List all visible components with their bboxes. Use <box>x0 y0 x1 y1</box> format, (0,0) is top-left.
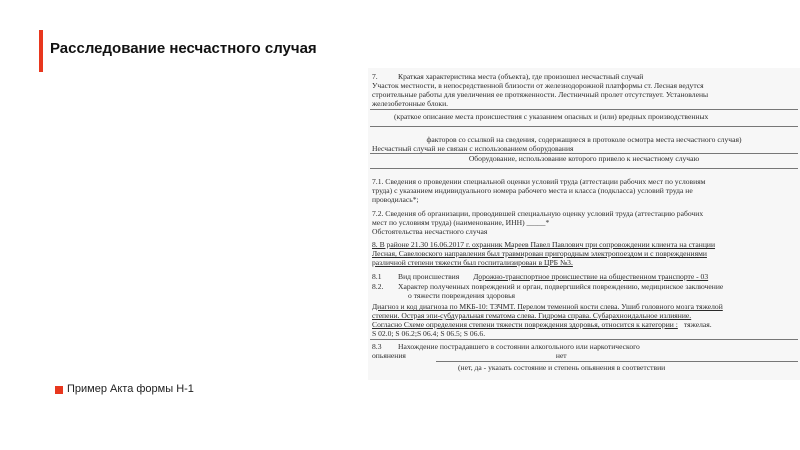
doc-hint-line: Оборудование, использование которого привело к несчастному случаю <box>468 154 700 163</box>
form-rule <box>370 126 798 127</box>
section-number: 8.1 <box>372 272 382 281</box>
slide-title: Расследование несчастного случая <box>50 40 317 57</box>
field-value: нет <box>555 351 567 360</box>
doc-line-8-2 <box>372 282 798 291</box>
doc-text-line: труда) с указанием индивидуального номера рабочего места и класса (подкласса) условий труда не <box>372 186 693 195</box>
section-number: 8.2. <box>372 282 384 291</box>
section-heading: Краткая характеристика места (объекта), где произошел несчастный случай <box>398 72 644 81</box>
field-value: Дорожно-транспортное происшествие на общественном транспорте - 03 <box>473 272 709 281</box>
doc-line-category <box>372 320 798 329</box>
section-heading: Характер полученных повреждений и орган, подвергшийся повреждению, медицинское заключение <box>398 282 724 291</box>
section-number: 8.3 <box>372 342 382 351</box>
doc-text-line: строительные работы для увеличения ее протяженности. Лестничный пролет отсутствует. Установлены <box>372 90 709 99</box>
doc-line-8-3 <box>372 342 798 351</box>
doc-text-line: о тяжести повреждения здоровья <box>408 291 516 300</box>
title-accent-bar <box>39 30 43 72</box>
field-label: Вид происшествия <box>398 272 460 281</box>
field-text: Согласно Схеме определения степени тяжести повреждения здоровья, относится к категории : <box>372 320 678 329</box>
doc-text-line: Лесная, Савеловского направления был травмирован пригородным электропоездом и с повреждениями <box>372 249 707 258</box>
field-label: опьянения <box>372 351 406 360</box>
doc-text-line: мест по условиям труда) (наименование, ИНН) _____* <box>372 218 550 227</box>
doc-line-intoxication <box>372 351 798 360</box>
section-number: 7. <box>372 72 378 81</box>
form-rule <box>370 339 798 340</box>
caption-bullet-icon <box>55 386 63 394</box>
doc-text-line: проводилась*; <box>372 195 419 204</box>
doc-text-line: 7.1. Сведения о проведении специальной оценки условий труда (аттестации рабочих мест по условиям <box>372 177 706 186</box>
doc-text-line: Обстоятельства несчастного случая <box>372 227 488 236</box>
doc-text-line: Участок местности, в непосредственной близости от железнодорожной платформы ст. Лесная ведутся <box>372 81 704 90</box>
doc-text-line: железобетонные блоки. <box>372 99 449 108</box>
doc-hint-line: факторов со ссылкой на сведения, содержащиеся в протоколе осмотра места несчастного случая) <box>426 135 742 144</box>
doc-text-line: Диагноз и код диагноза по МКБ-10: ТЗЧМТ. Перелом теменной кости слева. Ушиб головного мозга тяжелой <box>372 302 723 311</box>
doc-text-line: Несчастный случай не связан с использованием оборудования <box>372 144 574 153</box>
doc-hint-line: (нет, да - указать состояние и степень опьянения в соответствии <box>458 363 666 372</box>
doc-hint-line: (краткое описание места происшествия с указанием опасных и (или) вредных производственных <box>394 112 709 121</box>
doc-text-line: 8. В районе 21.30 16.06.2017 г. охранник Мареев Павел Павлович при сопровождении клиента на станции <box>372 240 716 249</box>
act-form-scan <box>368 68 800 380</box>
field-value: тяжелая. <box>683 320 712 329</box>
doc-text-line: степени. Острая эпи-субдуральная гематома слева. Гидрома справа. Субарахноидальное излияние. <box>372 311 692 320</box>
form-rule <box>370 168 798 169</box>
form-rule <box>436 361 798 362</box>
doc-text-line: S 02.0; S 06.2;S 06.4; S 06.5; S 06.6. <box>372 329 486 338</box>
doc-text-line: различной степени тяжести был госпитализирован в ЦРБ №3. <box>372 258 573 267</box>
doc-line-7 <box>372 72 798 81</box>
slide-caption: Пример Акта формы Н-1 <box>67 383 194 395</box>
section-heading: Нахождение пострадавшего в состоянии алкогольного или наркотического <box>398 342 640 351</box>
form-rule <box>370 109 798 110</box>
doc-text-line: 7.2. Сведения об организации, проводившей специальную оценку условий труда (аттестацию рабочих <box>372 209 704 218</box>
doc-line-8-1 <box>372 272 798 281</box>
